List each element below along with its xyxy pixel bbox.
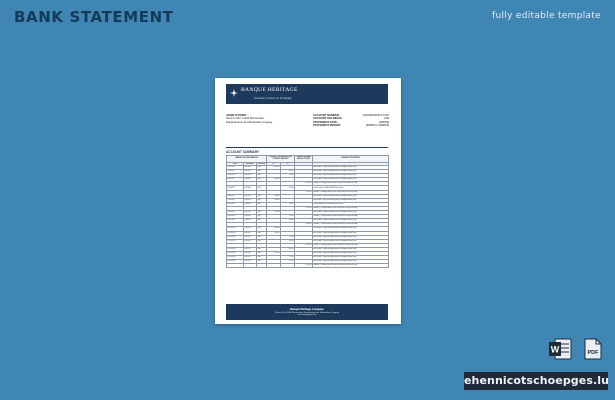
account-info bbox=[313, 114, 389, 128]
table-cell: ATM/CASH - Tally and ending Stat on Rodriguez dores (Sim) bbox=[313, 235, 389, 239]
word-letter: W bbox=[550, 344, 560, 355]
table-cell: 65.00 bbox=[281, 260, 295, 264]
table-cell: USD bbox=[257, 239, 267, 243]
table-cell: 9/01/2022 bbox=[227, 211, 244, 215]
table-cell: USD bbox=[257, 198, 267, 202]
table-cell: 400.00 bbox=[267, 198, 281, 202]
table-cell: 17/01/2022 bbox=[227, 251, 244, 255]
table-cell: 7/01/2022 bbox=[227, 198, 244, 202]
statement-footer bbox=[226, 304, 388, 320]
column-header: Reference bbox=[244, 163, 257, 166]
table-cell bbox=[267, 264, 281, 268]
bank-tagline: Su banco único en Uruguay bbox=[254, 96, 292, 100]
table-cell: 12/01/2022 bbox=[227, 227, 244, 231]
account-info-value: [###/##] bbox=[379, 120, 389, 124]
customer-name: JOHN STUDIO bbox=[226, 113, 247, 117]
table-row bbox=[227, 264, 389, 268]
table-cell: USD bbox=[257, 219, 267, 223]
column-header: Date bbox=[227, 163, 244, 166]
table-cell: 6/01/2022 bbox=[227, 194, 244, 198]
customer-address-1: Socorro 912, 11100 Montevideo, bbox=[226, 117, 265, 121]
page-title: BANK STATEMENT bbox=[14, 8, 174, 26]
table-cell: 2,310.00 bbox=[295, 264, 313, 268]
customer-address-2: Departamento de Montevideo Uruguay bbox=[226, 120, 273, 124]
table-cell: 150.00 bbox=[267, 231, 281, 235]
table-cell: USD bbox=[257, 260, 267, 264]
account-info-label: ACCOUNT HOLDINGS: bbox=[313, 117, 343, 121]
table-cell: 1001175 bbox=[244, 247, 257, 251]
table-cell: 10/01/2022 bbox=[227, 215, 244, 219]
table-cell: USD bbox=[257, 251, 267, 255]
account-info-value: [##] bbox=[384, 117, 389, 121]
table-cell: 1001065 bbox=[244, 194, 257, 198]
table-cell: 1001153 bbox=[244, 235, 257, 239]
table-cell: ATM/CASH - Tally and ending Stat on Rodriguez dores (Sim) bbox=[313, 247, 389, 251]
table-cell: ATM/CASH - Tally and ending Stat on Rodriguez dores (Sim) bbox=[313, 211, 389, 215]
table-cell: USD bbox=[257, 194, 267, 198]
table-cell bbox=[244, 264, 257, 268]
column-header: Cr bbox=[281, 163, 295, 166]
table-cell bbox=[227, 264, 244, 268]
table-cell: ATM/CASH - Tally and ending Stat on Rodriguez dores (Sim) bbox=[313, 198, 389, 202]
table-cell: 200.00 bbox=[281, 247, 295, 251]
table-cell: USD bbox=[257, 256, 267, 260]
group-header: TRANSACTION AMOUNT AND CURRENT BALANCE bbox=[267, 156, 295, 163]
table-cell: 1001197 bbox=[244, 256, 257, 260]
transactions-table bbox=[226, 155, 389, 268]
table-cell: ATM/CASH - Tally and ending Stat on Rodriguez dores (Sim) bbox=[313, 170, 389, 174]
table-cell: Card Purchase CAFE LA PAZ Montevideo bbox=[313, 186, 389, 190]
column-header: Dr bbox=[267, 163, 281, 166]
table-cell: 1001043 bbox=[244, 178, 257, 182]
table-cell: 1,000.00 bbox=[267, 166, 281, 170]
group-header: TRANSACTION DETAILS bbox=[313, 156, 389, 163]
table-cell: Balance - Closing balance of the account at the end of the day bbox=[313, 243, 389, 247]
table-cell: 1001087 bbox=[244, 202, 257, 206]
table-cell: 11/01/2022 bbox=[227, 219, 244, 223]
table-cell: 1001164 bbox=[244, 239, 257, 243]
table-cell: 500.00 bbox=[267, 178, 281, 182]
account-info-label: STATEMENT DATE: bbox=[313, 120, 338, 124]
footer-address: Rincón 500, 11000 Montevideo, Departamento de Montevideo, Uruguay bbox=[275, 311, 339, 314]
table-cell: ATM/CASH - Tally and ending Stat on Rodriguez dores (Sim) bbox=[313, 194, 389, 198]
table-cell: ATM/CASH - Tally and ending Stat on Rodriguez dores (Sim) bbox=[313, 239, 389, 243]
table-cell: 1,800.00 bbox=[295, 223, 313, 227]
table-cell: 1,250.00 bbox=[295, 182, 313, 186]
table-cell: Balance - Closing balance of the account at the end of the day bbox=[313, 182, 389, 186]
table-cell: 1001025 bbox=[244, 170, 257, 174]
statement-document bbox=[215, 78, 401, 324]
table-cell: Balance - Closing balance of the account at the end of the day bbox=[313, 206, 389, 210]
brand-watermark[interactable]: ehennicotschoepges.lu bbox=[464, 372, 608, 390]
table-cell: Balance - Closing balance of the account at the end of the day bbox=[313, 190, 389, 194]
table-cell: 2/01/2022 bbox=[227, 170, 244, 174]
table-cell: 600.00 bbox=[267, 227, 281, 231]
table-cell: 8/01/2022 bbox=[227, 202, 244, 206]
table-cell: 200.00 bbox=[281, 170, 295, 174]
table-cell: 4/01/2022 bbox=[227, 178, 244, 182]
table-cell: 250.00 bbox=[267, 211, 281, 215]
table-cell: 13/01/2022 bbox=[227, 231, 244, 235]
pdf-letter: PDF bbox=[587, 350, 599, 356]
customer-block bbox=[226, 114, 272, 124]
table-cell: ATM/CASH - Tally and ending Stat on Rodriguez dores (Sim) bbox=[313, 219, 389, 223]
word-file-icon[interactable] bbox=[548, 338, 572, 360]
table-cell: ATM/CASH - Tally and ending Stat on Rodriguez dores (Sim) bbox=[313, 178, 389, 182]
table-cell: 3/01/2022 bbox=[227, 174, 244, 178]
group-header: TRANSACTION INFORMATION bbox=[227, 156, 267, 163]
star-logo-icon bbox=[230, 89, 238, 97]
summary-title: ACCOUNT SUMMARY bbox=[226, 150, 260, 154]
table-cell: USD bbox=[257, 166, 267, 170]
table-cell: ATM/CASH - Tally and ending Stat on Rodriguez dores (Sim) bbox=[313, 227, 389, 231]
table-cell: 120.00 bbox=[281, 186, 295, 190]
table-cell: 1,750.00 bbox=[295, 206, 313, 210]
account-info-value: 1001060000972-1023 bbox=[362, 114, 389, 117]
table-cell: USD bbox=[257, 231, 267, 235]
table-cell bbox=[257, 264, 267, 268]
table-cell: 1001109 bbox=[244, 215, 257, 219]
format-icons bbox=[548, 338, 604, 360]
table-cell: 2,300.00 bbox=[295, 243, 313, 247]
table-cell: USD bbox=[257, 174, 267, 178]
table-cell: 300.00 bbox=[267, 194, 281, 198]
table-cell: ATM/CASH - Tally and ending Stat on Rodriguez dores (Sim) bbox=[313, 231, 389, 235]
table-cell: 1/01/2022 bbox=[227, 166, 244, 170]
table-cell: USD bbox=[257, 178, 267, 182]
table-cell: USD bbox=[257, 215, 267, 219]
table-cell: 90.00 bbox=[281, 235, 295, 239]
table-cell: USD bbox=[257, 170, 267, 174]
table-cell: 80.00 bbox=[281, 202, 295, 206]
table-cell: 1001076 bbox=[244, 198, 257, 202]
table-cell: 110.00 bbox=[281, 239, 295, 243]
table-cell: 1001098 bbox=[244, 211, 257, 215]
table-cell: 50.00 bbox=[281, 174, 295, 178]
bank-name: BANQUE HERITAGE bbox=[241, 87, 298, 93]
table-cell: Balance - Closing balance of the account at the end of the day bbox=[313, 264, 389, 268]
bank-banner bbox=[226, 84, 388, 104]
table-cell: 1001186 bbox=[244, 251, 257, 255]
table-cell: 1001142 bbox=[244, 231, 257, 235]
table-cell: USD bbox=[257, 247, 267, 251]
table-cell: USD bbox=[257, 235, 267, 239]
table-cell: 140.00 bbox=[281, 219, 295, 223]
table-cell: ATM/CASH - Tally and ending Stat on Rodriguez dores (Sim) bbox=[313, 166, 389, 170]
table-cell: 1001120 bbox=[244, 219, 257, 223]
table-cell: Card Purchase SUPERMERCADO DISCO bbox=[313, 202, 389, 206]
table-cell: 16/01/2022 bbox=[227, 247, 244, 251]
table-cell: USD bbox=[257, 202, 267, 206]
table-cell: USD bbox=[257, 227, 267, 231]
footer-company: Banque Heritage Company bbox=[290, 306, 324, 311]
account-info-row bbox=[313, 124, 389, 127]
table-cell: Balance - Closing balance of the account at the end of the day bbox=[313, 215, 389, 219]
table-cell: 18/01/2022 bbox=[227, 256, 244, 260]
column-header: Post Date bbox=[257, 163, 266, 165]
table-cell: 1001032 bbox=[244, 174, 257, 178]
table-cell: 14/01/2022 bbox=[227, 235, 244, 239]
table-cell: 15/01/2022 bbox=[227, 239, 244, 243]
table-cell: 1001054 bbox=[244, 186, 257, 190]
table-cell: 19/01/2022 bbox=[227, 260, 244, 264]
page-subtitle: fully editable template bbox=[492, 11, 601, 21]
account-info-value: [###/##] to [###/##] bbox=[365, 124, 389, 128]
footer-website: www.heritagebank.uy bbox=[297, 314, 317, 317]
table-cell: 1,130.00 bbox=[295, 190, 313, 194]
table-cell: ATM/CASH - Tally and ending Stat on Rodriguez dores (Sim) bbox=[313, 174, 389, 178]
pdf-file-icon[interactable] bbox=[583, 338, 603, 360]
table-cell: USD bbox=[257, 211, 267, 215]
account-info-label: STATEMENT PERIOD: bbox=[313, 124, 341, 128]
divider bbox=[226, 147, 388, 148]
table-cell: 1001002 bbox=[244, 166, 257, 170]
table-cell: USD bbox=[257, 186, 267, 190]
table-cell: 1001131 bbox=[244, 227, 257, 231]
table-cell: ATM/CASH - Tally and ending Stat on Rodriguez dores (Sim) bbox=[313, 256, 389, 260]
table-cell: 350.00 bbox=[267, 251, 281, 255]
table-cell: Balance - Closing balance of the account at the end of the day bbox=[313, 223, 389, 227]
table-cell: 60.00 bbox=[281, 215, 295, 219]
table-cell bbox=[281, 264, 295, 268]
table-cell: 75.00 bbox=[281, 256, 295, 260]
group-header: CLOSING BALANCE (NEW ACCOUNT) bbox=[295, 156, 313, 163]
table-cell: ATM/CASH - Tally and ending Stat on Rodriguez dores (Sim) bbox=[313, 260, 389, 264]
table-cell: 5/01/2022 bbox=[227, 186, 244, 190]
account-info-label: ACCOUNT NUMBER: bbox=[313, 114, 340, 117]
table-cell: ATM/CASH - Tally and ending Stat on Rodriguez dores (Sim) bbox=[313, 251, 389, 255]
table-cell: 1001208 bbox=[244, 260, 257, 264]
